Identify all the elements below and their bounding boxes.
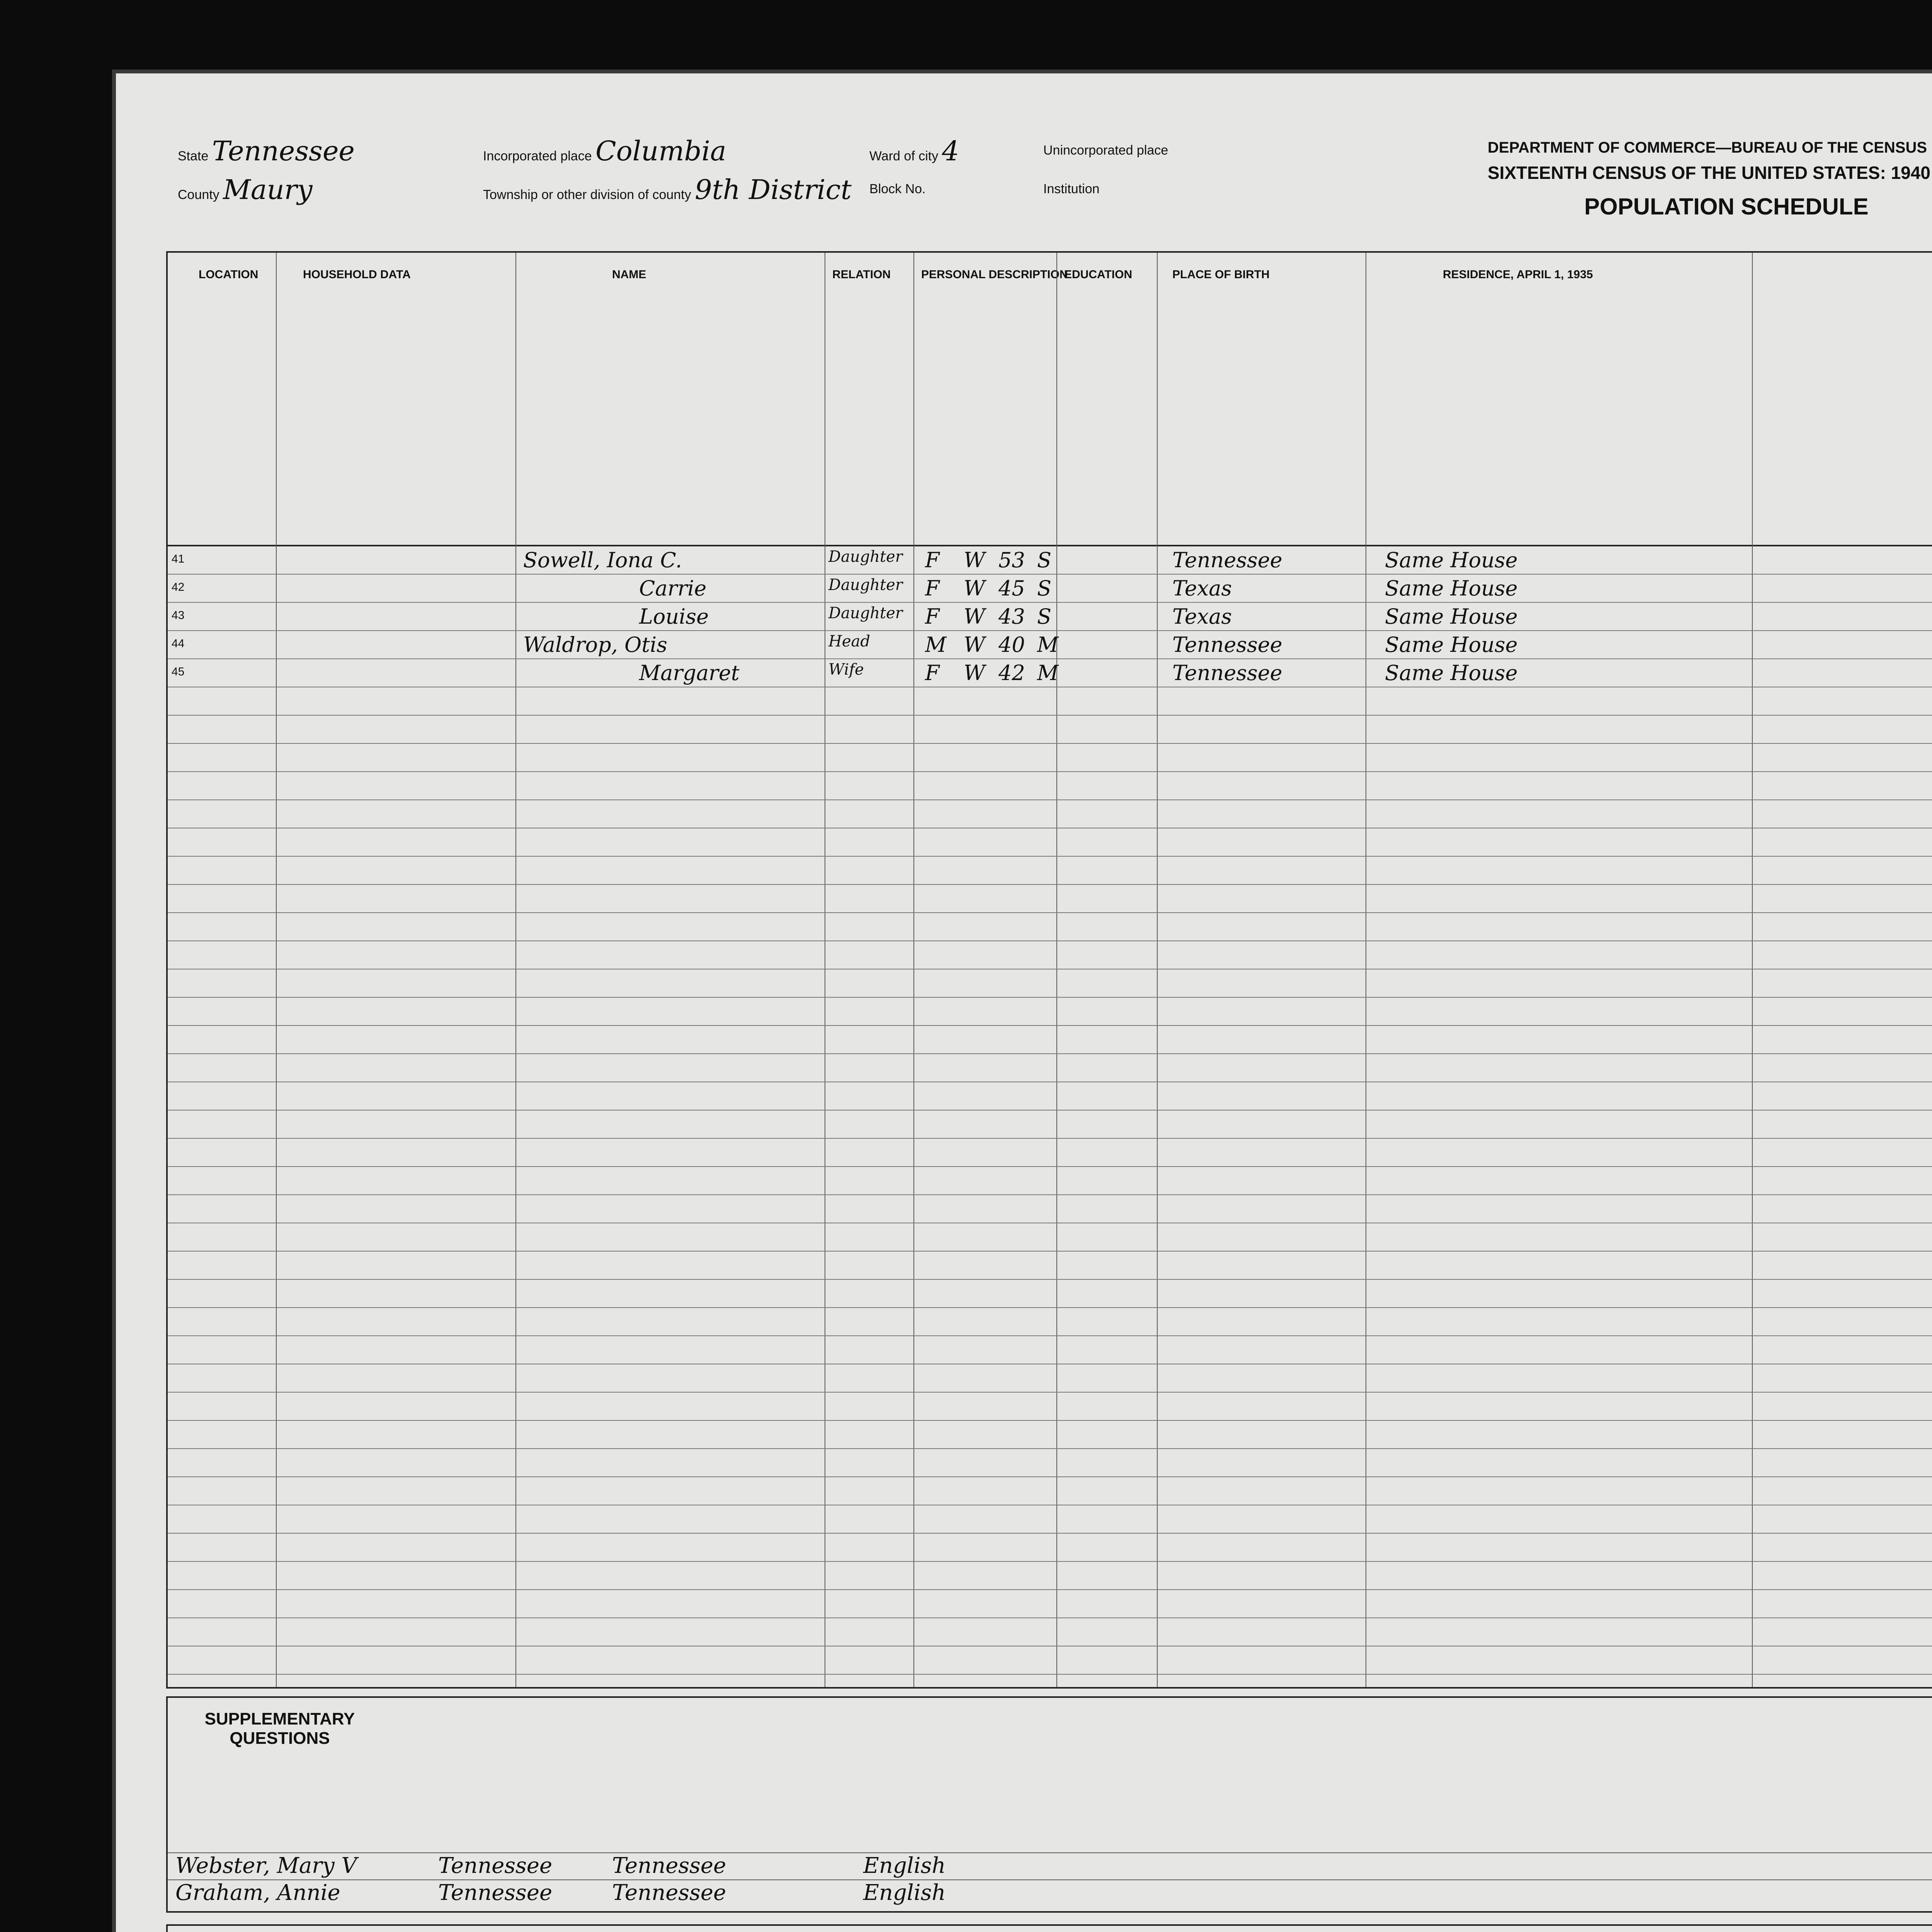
unincorporated-label: Unincorporated place — [1043, 143, 1168, 158]
township-value: 9th District — [695, 174, 852, 206]
person-sex: F — [925, 661, 940, 685]
supplementary-questions — [166, 1696, 1932, 1913]
table-row — [168, 1421, 1932, 1449]
table-row — [168, 1590, 1932, 1618]
table-row — [168, 1449, 1932, 1477]
person-age: 40 — [998, 633, 1025, 657]
county-field — [178, 174, 313, 206]
population-grid — [166, 251, 1932, 1689]
table-row — [168, 969, 1932, 998]
line-number: 42 — [172, 581, 185, 594]
column-headers — [168, 253, 1932, 546]
person-name: Sowell, Iona C. — [523, 548, 682, 572]
person-race: W — [964, 548, 985, 572]
line-number: 44 — [172, 637, 185, 650]
person-rows — [168, 546, 1932, 1686]
line-number: 43 — [172, 609, 185, 622]
person-marital: M — [1037, 633, 1059, 657]
department-title: DEPARTMENT OF COMMERCE—BUREAU OF THE CENSUS — [1488, 139, 1927, 156]
person-birthplace: Tennessee — [1172, 548, 1282, 572]
table-row — [168, 1393, 1932, 1421]
table-row — [168, 546, 1932, 575]
person-age: 45 — [998, 576, 1025, 600]
person-residence: Same House — [1385, 604, 1518, 629]
table-row — [168, 1562, 1932, 1590]
table-row — [168, 1336, 1932, 1364]
state-value: Tennessee — [212, 135, 355, 167]
table-row — [168, 800, 1932, 828]
table-row — [168, 603, 1932, 631]
incorporated-value: Columbia — [595, 135, 726, 167]
person-age: 53 — [998, 548, 1025, 572]
supp-father: Tennessee — [438, 1853, 553, 1878]
col-personal: PERSONAL DESCRIPTION — [921, 268, 1068, 281]
person-relation: Wife — [828, 661, 864, 679]
person-sex: F — [925, 604, 940, 629]
supp-name: Graham, Annie — [175, 1880, 340, 1905]
person-race: W — [964, 633, 985, 657]
incorporated-label: Incorporated place — [483, 149, 592, 163]
ward-label: Ward of city — [869, 149, 939, 163]
person-sex: M — [925, 633, 947, 657]
person-age: 42 — [998, 661, 1025, 685]
supp-mother: Tennessee — [612, 1880, 726, 1905]
person-relation: Daughter — [828, 604, 903, 622]
person-residence: Same House — [1385, 661, 1518, 685]
supplementary-row — [168, 1879, 1932, 1907]
person-residence: Same House — [1385, 633, 1518, 657]
person-race: W — [964, 604, 985, 629]
supp-tongue: English — [863, 1853, 946, 1878]
person-birthplace: Tennessee — [1172, 633, 1282, 657]
unincorporated-field — [1043, 143, 1168, 158]
table-row — [168, 913, 1932, 941]
table-row — [168, 631, 1932, 659]
table-row — [168, 941, 1932, 969]
table-row — [168, 1195, 1932, 1223]
line-number: 45 — [172, 665, 185, 678]
col-relation: RELATION — [832, 268, 891, 281]
col-household: HOUSEHOLD DATA — [303, 268, 411, 281]
ward-field — [869, 135, 959, 167]
table-row — [168, 744, 1932, 772]
table-row — [168, 1082, 1932, 1111]
supp-mother: Tennessee — [612, 1853, 726, 1878]
block-label: Block No. — [869, 182, 926, 196]
schedule-title: POPULATION SCHEDULE — [1584, 194, 1869, 219]
table-row — [168, 575, 1932, 603]
table-row — [168, 857, 1932, 885]
person-relation: Daughter — [828, 576, 903, 594]
incorporated-field — [483, 135, 726, 167]
table-row — [168, 885, 1932, 913]
county-label: County — [178, 187, 219, 202]
person-relation: Daughter — [828, 548, 903, 566]
person-name: Carrie — [639, 576, 707, 600]
col-name: NAME — [612, 268, 646, 281]
person-marital: S — [1037, 576, 1051, 600]
supp-tongue: English — [863, 1880, 946, 1905]
col-birth: PLACE OF BIRTH — [1172, 268, 1270, 281]
person-race: W — [964, 661, 985, 685]
census-title: SIXTEENTH CENSUS OF THE UNITED STATES: 1940 — [1488, 163, 1930, 183]
person-name: Waldrop, Otis — [523, 633, 668, 657]
person-name: Louise — [639, 604, 709, 629]
township-label: Township or other division of county — [483, 187, 691, 202]
table-row — [168, 1646, 1932, 1675]
table-row — [168, 1534, 1932, 1562]
person-birthplace: Texas — [1172, 576, 1232, 600]
table-row — [168, 1618, 1932, 1646]
table-row — [168, 1364, 1932, 1393]
person-sex: F — [925, 548, 940, 572]
supp-name: Webster, Mary V — [175, 1853, 357, 1878]
table-row — [168, 1054, 1932, 1082]
person-birthplace: Texas — [1172, 604, 1232, 629]
person-marital: S — [1037, 604, 1051, 629]
table-row — [168, 659, 1932, 687]
table-row — [168, 1026, 1932, 1054]
person-residence: Same House — [1385, 548, 1518, 572]
table-row — [168, 998, 1932, 1026]
table-row — [168, 1167, 1932, 1195]
block-field — [869, 182, 926, 197]
person-marital: M — [1037, 661, 1059, 685]
table-row — [168, 1505, 1932, 1534]
col-residence: RESIDENCE, APRIL 1, 1935 — [1443, 268, 1593, 281]
table-row — [168, 1477, 1932, 1505]
census-sheet — [112, 70, 1932, 1932]
table-row — [168, 828, 1932, 857]
person-residence: Same House — [1385, 576, 1518, 600]
person-relation: Head — [828, 633, 871, 650]
person-birthplace: Tennessee — [1172, 661, 1282, 685]
col-education: EDUCATION — [1064, 268, 1133, 281]
table-row — [168, 1111, 1932, 1139]
township-field — [483, 174, 852, 206]
ward-value: 4 — [942, 135, 959, 167]
table-row — [168, 687, 1932, 716]
table-row — [168, 1308, 1932, 1336]
col-location: LOCATION — [199, 268, 259, 281]
person-sex: F — [925, 576, 940, 600]
explanatory-notes — [166, 1924, 1932, 1932]
institution-field — [1043, 182, 1100, 197]
supplementary-row — [168, 1852, 1932, 1880]
table-row — [168, 1223, 1932, 1252]
table-row — [168, 716, 1932, 744]
person-race: W — [964, 576, 985, 600]
supplementary-title: SUPPLEMENTARY QUESTIONS — [204, 1709, 355, 1748]
table-row — [168, 772, 1932, 800]
table-row — [168, 1280, 1932, 1308]
institution-label: Institution — [1043, 182, 1100, 196]
person-marital: S — [1037, 548, 1051, 572]
line-number: 41 — [172, 553, 185, 565]
table-row — [168, 1252, 1932, 1280]
county-value: Maury — [223, 174, 313, 206]
table-row — [168, 1139, 1932, 1167]
state-label: State — [178, 149, 209, 163]
state-field — [178, 135, 355, 167]
person-name: Margaret — [639, 661, 740, 685]
person-age: 43 — [998, 604, 1025, 629]
supp-father: Tennessee — [438, 1880, 553, 1905]
